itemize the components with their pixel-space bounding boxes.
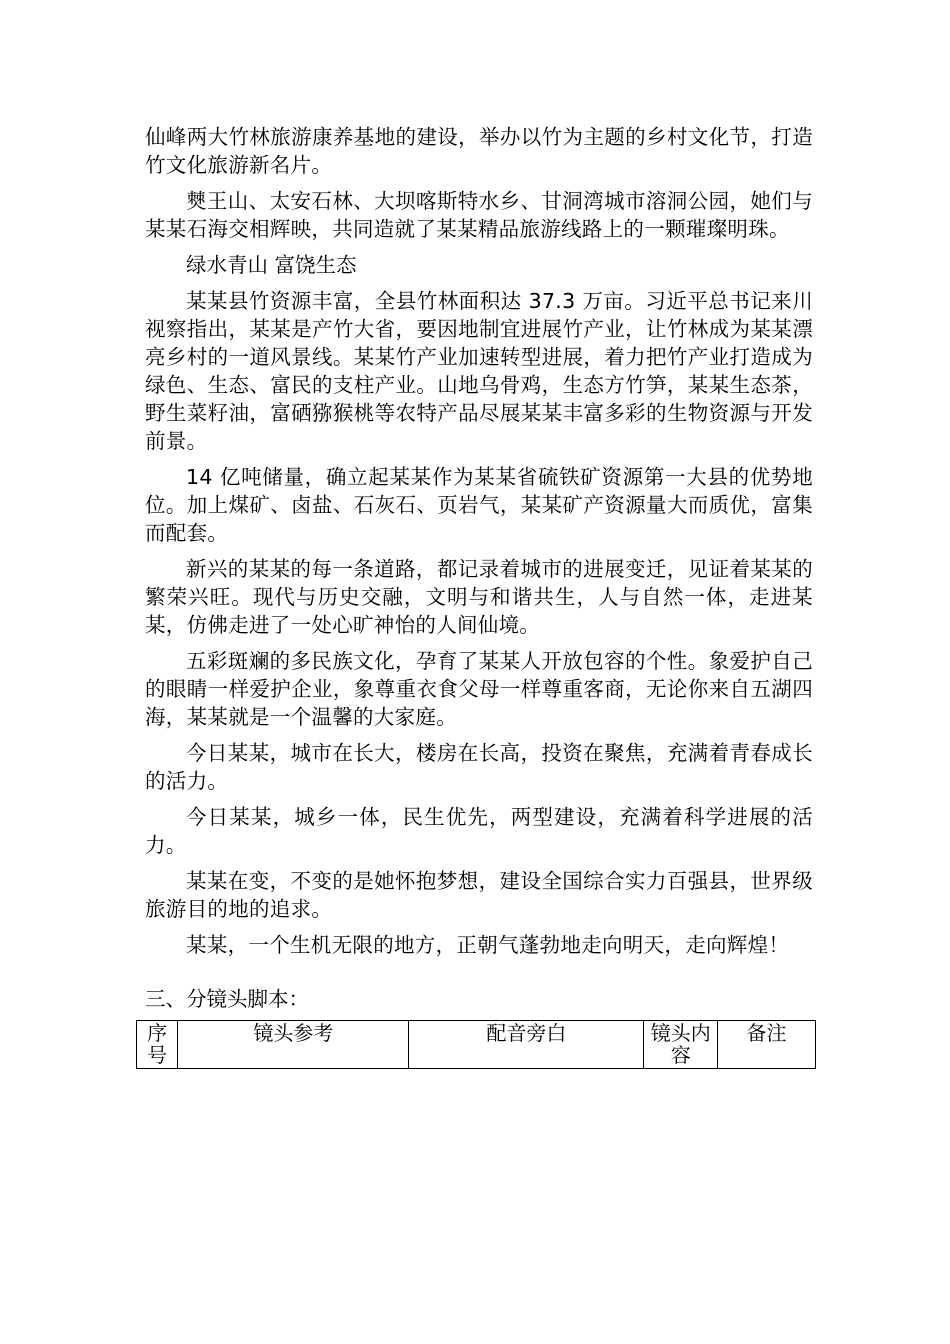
paragraph: 新兴的某某的每一条道路，都记录着城市的进展变迁，见证着某某的繁荣兴旺。现代与历史交融，文明与和谐共生，人与自然一体，走进某某，仿佛走进了一处心旷神怡的人间仙境。 bbox=[145, 557, 813, 637]
paragraph: 今日某某，城乡一体，民生优先，两型建设，充满着科学进展的活力。 bbox=[145, 805, 813, 857]
paragraph: 僰王山、太安石林、大坝喀斯特水乡、甘洞湾城市溶洞公园，她们与某某石海交相辉映，共同造就了某某精品旅游线路上的一颗璀璨明珠。 bbox=[145, 189, 813, 241]
paragraph: 仙峰两大竹林旅游康养基地的建设，举办以竹为主题的乡村文化节，打造竹文化旅游新名片。 bbox=[145, 125, 813, 177]
section-title: 三、分镜头脚本： bbox=[145, 987, 309, 1011]
table-header-row bbox=[137, 1021, 816, 1069]
header-cell-shot-reference: 镜头参考 bbox=[178, 1021, 409, 1069]
header-cell-index: 序号 bbox=[137, 1021, 178, 1069]
header-cell-shot-content: 镜头内容 bbox=[644, 1021, 718, 1069]
paragraph: 今日某某，城市在长大，楼房在长高，投资在聚焦，充满着青春成长的活力。 bbox=[145, 741, 813, 793]
document-body bbox=[145, 123, 813, 967]
paragraph: 某某县竹资源丰富，全县竹林面积达 37.3 万亩。习近平总书记来川视察指出，某某是产竹大省，要因地制宜进展竹产业，让竹林成为某某漂亮乡村的一道风景线。某某竹产业加速转型进展，着力把竹产业打造成为绿色、生态、富民的支柱产业。山地乌骨鸡，生态方竹笋，某某生态茶，野生菜籽油，富硒猕猴桃等农特产品尽展某某丰富多彩的生物资源与开发前景。 bbox=[145, 289, 813, 453]
header-cell-notes: 备注 bbox=[718, 1021, 816, 1069]
paragraph: 五彩斑斓的多民族文化，孕育了某某人开放包容的个性。象爱护自己的眼睛一样爱护企业，象尊重衣食父母一样尊重客商，无论你来自五湖四海，某某就是一个温馨的大家庭。 bbox=[145, 649, 813, 729]
storyboard-table bbox=[136, 1020, 816, 1069]
subheading: 绿水青山 富饶生态 bbox=[186, 253, 357, 277]
header-cell-voiceover: 配音旁白 bbox=[409, 1021, 644, 1069]
paragraph: 某某在变，不变的是她怀抱梦想，建设全国综合实力百强县，世界级旅游目的地的追求。 bbox=[145, 869, 813, 921]
paragraph: 某某，一个生机无限的地方，正朝气蓬勃地走向明天，走向辉煌！ bbox=[186, 933, 790, 957]
paragraph: 14 亿吨储量，确立起某某作为某某省硫铁矿资源第一大县的优势地位。加上煤矿、卤盐、石灰石、页岩气，某某矿产资源量大而质优，富集而配套。 bbox=[145, 465, 813, 545]
